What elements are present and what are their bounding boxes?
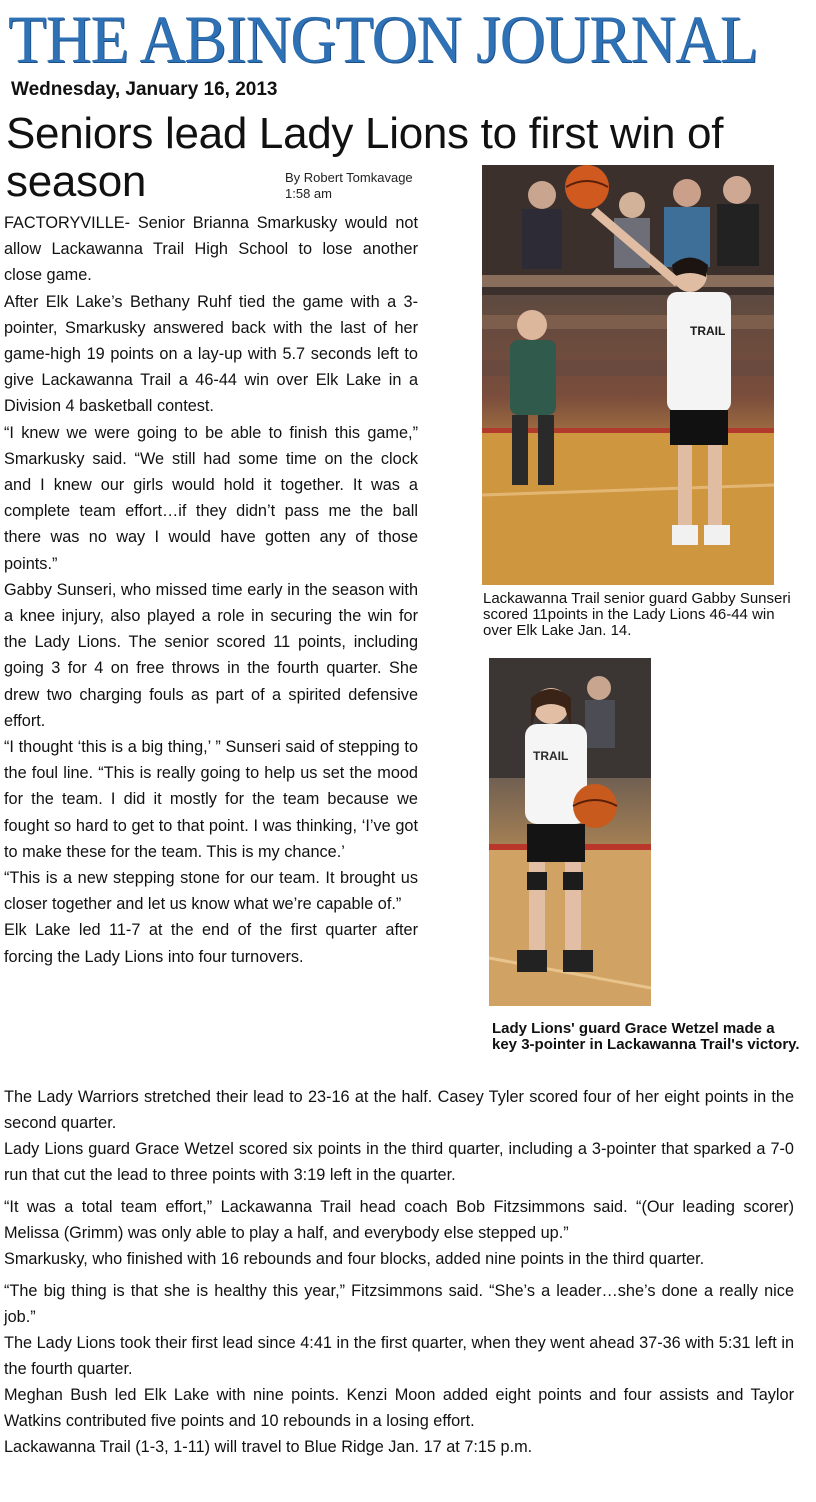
article-column bbox=[4, 210, 418, 970]
photo-dribble bbox=[489, 658, 651, 1006]
paragraph: The Lady Lions took their first lead since 4:41 in the first quarter, when they went ahead 37-36 with 5:31 left in the fourth quarter. bbox=[4, 1334, 794, 1378]
paragraph: “It was a total team effort,” Lackawanna Trail head coach Bob Fitzsimmons said. “(Our leading scorer) Melissa (Grimm) was only able to play a half, and everybody else stepped up.” bbox=[4, 1198, 794, 1242]
paragraph: Gabby Sunseri, who missed time early in the season with a knee injury, also played a role in securing the win for the Lady Lions. The senior scored 11 points, including going 3 for 4 on free throws in the fourth quarter. She drew two charging fouls as part of a spirited defensive effort. bbox=[4, 580, 418, 730]
paragraph: “The big thing is that she is healthy this year,” Fitzsimmons said. “She’s a leader…she’s done a really nice job.” bbox=[4, 1282, 794, 1326]
jersey-text: TRAIL bbox=[690, 324, 726, 338]
masthead: THE ABINGTON JOURNAL bbox=[8, 1, 758, 77]
paragraph: Lady Lions guard Grace Wetzel scored six points in the third quarter, including a 3-pointer that sparked a 7-0 run that cut the lead to three points with 3:19 left in the quarter. bbox=[4, 1140, 794, 1184]
paragraph: “This is a new stepping stone for our team. It brought us closer together and let us know what we’re capable of.” bbox=[4, 869, 418, 914]
article-headline: Seniors lead Lady Lions to first win of season bbox=[6, 109, 724, 206]
photo-dribble-illustration bbox=[489, 658, 651, 1006]
paragraph: FACTORYVILLE- Senior Brianna Smarkusky would not allow Lackawanna Trail High School to lose another close game. bbox=[4, 214, 418, 285]
publication-date: Wednesday, January 16, 2013 bbox=[11, 79, 278, 100]
article-continuation bbox=[4, 1084, 794, 1460]
paragraph: Lackawanna Trail (1-3, 1-11) will travel to Blue Ridge Jan. 17 at 7:15 p.m. bbox=[4, 1438, 533, 1456]
paragraph: Smarkusky, who finished with 16 rebounds and four blocks, added nine points in the third quarter. bbox=[4, 1250, 705, 1268]
paragraph: “I thought ‘this is a big thing,’ ” Sunseri said of stepping to the foul line. “This is really going to help us set the mood for the team. I did it mostly for the team because we fought so hard to get to that point. I was thinking, ‘I’ve got to make these for the team. This is my chance.’ bbox=[4, 738, 418, 861]
paragraph: After Elk Lake’s Bethany Ruhf tied the game with a 3-pointer, Smarkusky answered back with the last of her game-high 19 points on a lay-up with 5.7 seconds left to give Lackawanna Trail a 46-44 win over Elk Lake in a Division 4 basketball contest. bbox=[4, 292, 418, 416]
paragraph: “I knew we were going to be able to finish this game,” Smarkusky said. “We still had some time on the clock and I knew our girls would hold it together. It was a complete team effort…if they didn’t pass me the ball there was no way I would have gotten any of those points.” bbox=[4, 423, 418, 573]
photo-caption-2: Lady Lions' guard Grace Wetzel made a key 3-pointer in Lackawanna Trail's victory. bbox=[492, 1020, 800, 1053]
paragraph: Meghan Bush led Elk Lake with nine points. Kenzi Moon added eight points and four assists and Taylor Watkins contributed five points and 10 rebounds in a losing effort. bbox=[4, 1386, 794, 1430]
byline-time: 1:58 am bbox=[285, 186, 332, 201]
paragraph: Elk Lake led 11-7 at the end of the first quarter after forcing the Lady Lions into four turnovers. bbox=[4, 921, 418, 966]
byline bbox=[285, 170, 413, 202]
paragraph: The Lady Warriors stretched their lead to 23-16 at the half. Casey Tyler scored four of her eight points in the second quarter. bbox=[4, 1088, 794, 1132]
jersey-text: TRAIL bbox=[533, 749, 569, 763]
byline-author: By Robert Tomkavage bbox=[285, 170, 413, 185]
photo-caption-1: Lackawanna Trail senior guard Gabby Sunseri scored 11points in the Lady Lions 46-44 win over Elk Lake Jan. 14. bbox=[483, 590, 791, 639]
photo-free-throw-illustration bbox=[482, 165, 774, 585]
photo-free-throw bbox=[482, 165, 774, 585]
